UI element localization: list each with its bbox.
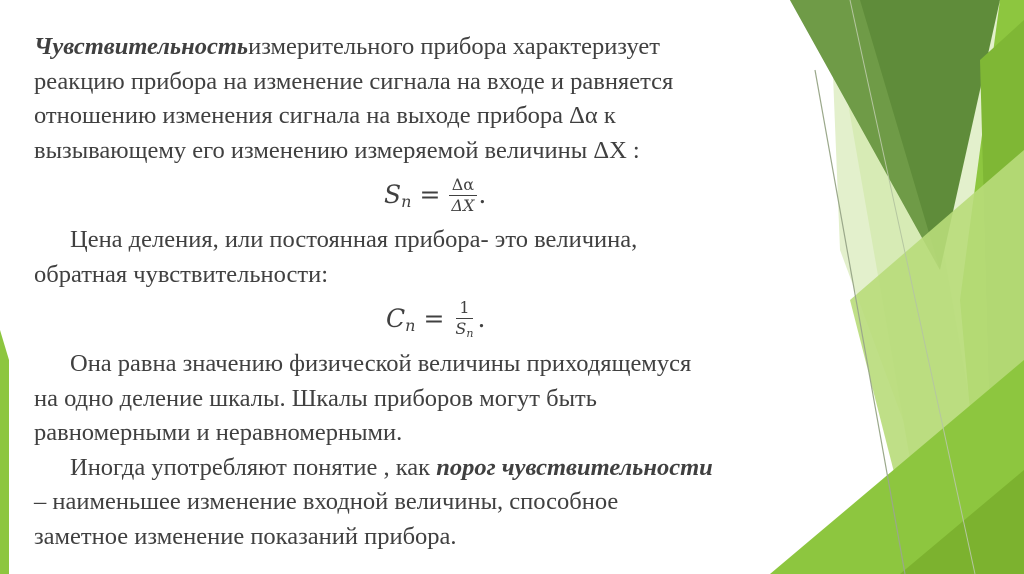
formula-1-period: . bbox=[478, 180, 487, 210]
paragraph-2-line-1: Цена деления, или постоянная прибора- это величина, bbox=[70, 226, 638, 253]
decor-left-bar bbox=[0, 330, 9, 574]
formula-2-denominator-base: S bbox=[455, 319, 467, 338]
formula-2-equals: = bbox=[423, 304, 445, 334]
formula-2-denominator-sub: n bbox=[466, 327, 474, 340]
formula-sensitivity-row bbox=[34, 168, 834, 223]
formula-2-period: . bbox=[477, 304, 486, 334]
paragraph-1-line-1 bbox=[34, 30, 834, 65]
paragraph-4-line-1 bbox=[34, 451, 834, 486]
formula-division-value-row bbox=[34, 292, 834, 347]
formula-2-denominator bbox=[452, 319, 476, 341]
formula-2-numerator: 1 bbox=[456, 298, 472, 319]
formula-1-lhs: S bbox=[384, 180, 402, 210]
formula-2-lhs-sub: n bbox=[405, 316, 416, 336]
paragraph-1-line-4: вызывающему его изменению измеряемой величины ΔX : bbox=[34, 136, 640, 164]
formula-1-equals: = bbox=[419, 180, 441, 210]
formula-1-lhs-sub: n bbox=[401, 192, 412, 212]
formula-1-numerator: Δα bbox=[449, 175, 477, 196]
paragraph-3-line-2: на одно деление шкалы. Шкалы приборов могут быть bbox=[34, 384, 597, 412]
paragraph-4-line-1-text: Иногда употребляют понятие , как bbox=[70, 453, 437, 481]
paragraph-3-line-1: Она равна значению физической величины приходящемуся bbox=[70, 350, 692, 377]
formula-2-fraction bbox=[452, 298, 476, 341]
formula-2-lhs: C bbox=[386, 304, 406, 334]
paragraph-1-line-2: реакцию прибора на изменение сигнала на входе и равняется bbox=[34, 67, 674, 95]
paragraph-4-line-3: заметное изменение показаний прибора. bbox=[34, 522, 457, 550]
paragraph-2-line-2: обратная чувствительности: bbox=[34, 260, 328, 288]
paragraph-1-line-3: отношению изменения сигнала на выходе прибора Δα к bbox=[34, 102, 616, 129]
slide-body bbox=[34, 30, 834, 554]
paragraph-4-line-2: – наименьшее изменение входной величины, способное bbox=[34, 488, 619, 515]
paragraph-3-line-3: равномерными и неравномерными. bbox=[34, 419, 403, 446]
formula-1-fraction bbox=[448, 175, 477, 216]
paragraph-1-line-1-text: измерительного прибора характеризует bbox=[248, 33, 660, 60]
formula-division-value bbox=[386, 292, 485, 347]
term-sensitivity-threshold: порог чувствительности bbox=[436, 453, 713, 481]
formula-1-denominator: ΔX bbox=[451, 196, 475, 215]
term-sensitivity: Чувствительность bbox=[34, 33, 249, 60]
formula-sensitivity bbox=[384, 168, 486, 223]
